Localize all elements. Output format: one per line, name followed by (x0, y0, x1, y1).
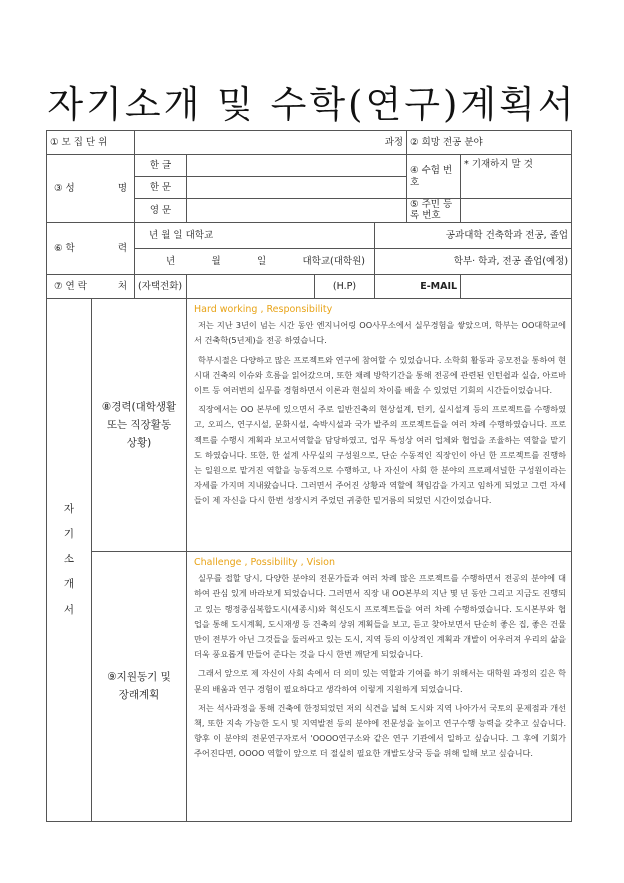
exam-number-label: ④ 수험 번호 (407, 155, 461, 199)
career-paragraph: 학부시절은 다양하고 많은 프로젝트와 연구에 참여할 수 있었습니다. 소학회 활동과 공모전을 통하여 현 시대 건축의 이슈와 흐름을 읽어갔으며, 또한 채례 방학기간을 통해 전공에 관련된 인턴쉽과 실습, 아르바이트 등 여러번의 실무를 경험하면서 이론과 현실의 차이를 배울 수 있었던 기회의 시간들이었습니다. (194, 354, 567, 395)
english-name-field[interactable] (187, 199, 407, 223)
hope-major-label: ② 희망 전공 분야 (407, 131, 572, 155)
email-label: E-MAIL (375, 274, 461, 298)
hangul-name-field[interactable] (187, 155, 407, 177)
motivation-paragraph: 저는 석사과정을 통해 건축에 한정되었던 저의 식견을 넓혀 도시와 지역 나아가서 국토의 문제점과 개선책, 또한 지속 가능한 도시 및 지역발전 등의 분야에 전문성을 높이고 연구수행 능력을 갖추고 싶습니다. 향후 이 분야의 전문연구자로서 'OOOO연구소와 같은 연구 기관에서 일하고 싶습니다. 그 후에 기회가 주어진다면, OOOO 역할이 앞으로 더 절실히 필요한 개발도상국 등을 위해 일해 보고 싶습니다. (194, 702, 567, 759)
course-label: 과정 (384, 136, 404, 148)
contact-label: ⑦ 연 락 처 (47, 274, 135, 298)
motivation-headline: Challenge , Possibility , Vision (194, 556, 336, 568)
hanja-label: 한 문 (135, 177, 187, 199)
education-line2-date[interactable]: 년 월 일 대학교(대학원) (135, 248, 375, 274)
english-label: 영 문 (135, 199, 187, 223)
career-paragraph: 저는 지난 3년이 넘는 시간 동안 엔지니어링 OO사무소에서 실무경험을 쌓았으며, 학부는 OO대학교에서 건축학(5년제)을 전공 하였습니다. (194, 320, 567, 346)
hanja-name-field[interactable] (187, 177, 407, 199)
resident-number-label: ⑤ 주민 등록 번호 (407, 199, 461, 223)
career-section-label: ⑧경력(대학생활 또는 직장활동 상황) (92, 298, 187, 551)
career-paragraph: 직장에서는 OO 본부에 있으면서 주로 일반건축의 현상설계, 턴키, 실시설계 등의 프로젝트를 수행하였고, 오피스, 연구시설, 문화시설, 숙박시설과 국가 발주의 프로젝트들을 여러 차례 수행하였습니다. 프로젝트를 수행시 계획과 보고서역할을 담당하였고, 업무 특성상 여러 업체와 협업을 조율하는 역할을 맡기도 하였습니다. 또한, 한 설계 사무실의 구성원으로, 단순 수동적인 직장인이 아닌 한 프로젝트를 진행하는 일원으로 맡겨진 역할을 능동적으로 수행하고, 나 자신이 사회 한 분야의 프로페셔널한 구성원이라는 자세를 가지며 지내왔습니다. 그러면서 주어진 상황과 역할에 책임감을 가지고 임하게 되었고 그런 자세들이 제 자신을 다시 한번 성장시켜 주었던 귀중한 밑거름의 되었던 시간이었습니다. (194, 404, 567, 506)
education-label: ⑥ 학 력 (47, 222, 135, 274)
motivation-section-label: ⑨지원동기 및 장래계획 (92, 551, 187, 821)
motivation-paragraph: 실무를 접할 당시, 다양한 분야의 전문가들과 여러 차례 많은 프로젝트를 수행하면서 전공의 분야에 대하여 관심 있게 바라보게 되었습니다. 그러면서 직장 내 OO본부의 지난 몇 년 동안 그리고 지금도 진행되고 있는 행정중심복합도시(세종시)와 혁신도시 프로젝트들을 여러 차례 수행하였습니다. 도시본부와 협업을 통해 도시계획, 도시재생 등 건축의 상위 계획들을 보고, 듣고 찾아보면서 단순히 좋은 집, 좋은 건물만이 전부가 아닌 그것들을 둘러싸고 있는 도시, 지역 등의 이상적인 계획과 개발이 어우러져 우리의 삶을 더욱 풍요롭게 만들어 준다는 것을 다시 한번 깨닫게 되었습니다. (194, 573, 567, 660)
education-line1-school[interactable]: 년 월 일 대학교 (135, 222, 375, 248)
email-field[interactable] (461, 274, 572, 298)
education-line2-major[interactable]: 학부· 학과, 전공 졸업(예정) (375, 248, 572, 274)
name-label: ③ 성 명 (47, 155, 135, 223)
mobile-label: (H.P) (315, 274, 375, 298)
home-phone-label: (자택전화) (135, 274, 187, 298)
page-title: 자기소개 및 수학(연구)계획서 (47, 83, 577, 126)
motivation-paragraph: 그래서 앞으로 제 자신이 사회 속에서 더 의미 있는 역할과 기여를 하기 위해서는 대학원 과정의 깊은 학문의 배움과 연구 경험이 필요하다고 생각하여 이렇게 지원하게 되었습니다. (194, 668, 567, 694)
application-form (46, 130, 572, 822)
course-cell[interactable] (135, 131, 407, 155)
education-line1-major[interactable]: 공과대학 건축학과 전공, 졸업 (375, 222, 572, 248)
motivation-content[interactable] (187, 551, 572, 821)
home-phone-field[interactable] (187, 274, 315, 298)
hangul-label: 한 글 (135, 155, 187, 177)
career-content[interactable] (187, 298, 572, 551)
resident-number-field[interactable] (461, 199, 572, 223)
self-intro-label: 자 기 소 개 서 (47, 298, 92, 821)
exam-number-note: * 기재하지 말 것 (461, 155, 572, 199)
career-headline: Hard working , Responsibility (194, 303, 333, 315)
recruit-unit-label: ① 모 집 단 위 (47, 131, 135, 155)
